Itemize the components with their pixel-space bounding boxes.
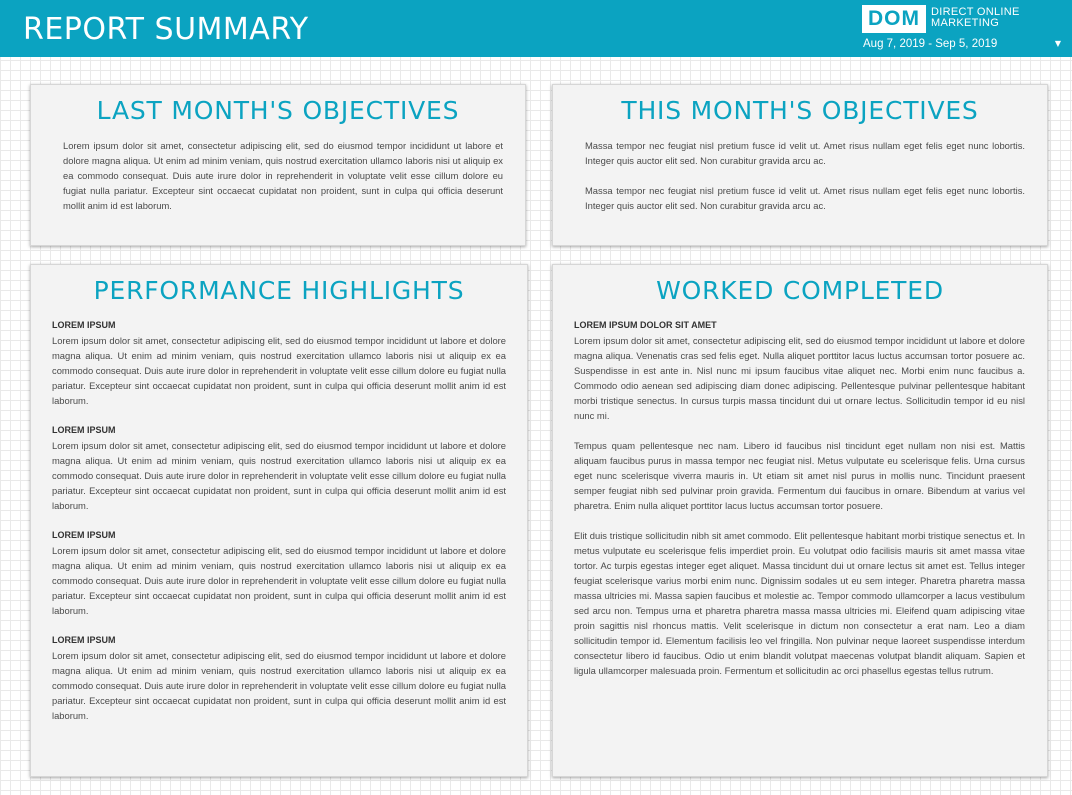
- section-heading: LOREM IPSUM: [52, 635, 116, 645]
- this-month-objectives-card: [552, 84, 1048, 246]
- logo-line-1: DIRECT ONLINE: [931, 6, 1020, 18]
- paragraph: Lorem ipsum dolor sit amet, consectetur adipiscing elit, sed do eiusmod tempor incididunt ut labore et dolore magna aliqua. Ut enim ad minim veniam, quis nostrud exercitation ullamco laboris nisi ut aliquip ex ea commodo consequat. Duis aute irure dolor in reprehenderit in voluptate velit esse cillum dolore eu fugiat nulla pariatur. Excepteur sint occaecat cupidatat non proident, sunt in culpa qui officia deserunt mollit anim id est laborum.: [52, 545, 506, 616]
- paragraph: Elit duis tristique sollicitudin nibh sit amet commodo. Elit pellentesque habitant morbi tristique senectus et. In metus vulputate eu scelerisque felis imperdiet proin. Eu volutpat odio facilisis mauris sit amet massa vitae tortor. Ac turpis egestas integer eget aliquet. Massa tincidunt dui ut ornare lectus sit amet est. Tellus integer feugiat scelerisque varius morbi enim nunc. Dignissim sodales ut eu sem integer. Pharetra pharetra massa massa ultricies mi. Massa sapien faucibus et molestie ac. Tempor commodo ullamcorper a lacus vestibulum sed arcu non. Tempus urna et pharetra pharetra massa massa ultricies mi. Eleifend quam adipiscing vitae proin sagittis nisl rhoncus mattis. Velit scelerisque in dictum non consectetur a erat nam. Leo a diam sollicitudin tempor id. Elementum facilisis leo vel fringilla. Non pulvinar neque laoreet suspendisse interdum consectetur libero id faucibus. Odio ut enim blandit volutpat maecenas volutpat blandit aliquam. Sapien et ligula ullamcorper malesuada proin. Fermentum et sollicitudin ac orci phasellus egestas tellus rutrum.: [574, 530, 1025, 676]
- paragraph: Lorem ipsum dolor sit amet, consectetur adipiscing elit, sed do eiusmod tempor incididunt ut labore et dolore magna aliqua. Ut enim ad minim veniam, quis nostrud exercitation ullamco laboris nisi ut aliquip ex ea commodo consequat. Duis aute irure dolor in reprehenderit in voluptate velit esse cillum dolore eu fugiat nulla pariatur. Excepteur sint occaecat cupidatat non proident, sunt in culpa qui officia deserunt mollit anim id est laborum.: [52, 440, 506, 511]
- performance-highlights-card: [30, 264, 528, 777]
- section-heading: LOREM IPSUM: [52, 320, 116, 330]
- date-range-selector[interactable]: Aug 7, 2019 - Sep 5, 2019: [863, 38, 998, 50]
- last-month-objectives-card: [30, 84, 526, 246]
- paragraph: Lorem ipsum dolor sit amet, consectetur adipiscing elit, sed do eiusmod tempor incididunt ut labore et dolore magna aliqua. Ut enim ad minim veniam, quis nostrud exercitation ullamco laboris nisi ut aliquip ex ea commodo consequat. Duis aute irure dolor in reprehenderit in voluptate velit esse cillum dolore eu fugiat nulla pariatur. Excepteur sint occaecat cupidatat non proident, sunt in culpa qui officia deserunt mollit anim id est laborum.: [63, 140, 503, 211]
- logo-line-2: MARKETING: [931, 17, 1000, 29]
- section-heading: LOREM IPSUM: [52, 425, 116, 435]
- paragraph: Massa tempor nec feugiat nisl pretium fusce id velit ut. Amet risus nullam eget felis eget nunc lobortis. Integer quis auctor elit sed. Non curabitur gravida arcu ac.: [585, 140, 1025, 166]
- paragraph: Lorem ipsum dolor sit amet, consectetur adipiscing elit, sed do eiusmod tempor incididunt ut labore et dolore magna aliqua. Ut enim ad minim veniam, quis nostrud exercitation ullamco laboris nisi ut aliquip ex ea commodo consequat. Duis aute irure dolor in reprehenderit in voluptate velit esse cillum dolore eu fugiat nulla pariatur. Excepteur sint occaecat cupidatat non proident, sunt in culpa qui officia deserunt mollit anim id est laborum.: [52, 650, 506, 721]
- paragraph: Lorem ipsum dolor sit amet, consectetur adipiscing elit, sed do eiusmod tempor incididunt ut labore et dolore magna aliqua. Venenatis cras sed felis eget. Nulla aliquet porttitor lacus luctus accumsan tortor posuere ac. Suspendisse in est ante in. Nisl nunc mi ipsum faucibus vitae aliquet nec. Morbi enim nunc faucibus a. Commodo odio aenean sed adipiscing diam donec adipiscing. Pellentesque pulvinar pellentesque habitant morbi tristique senectus. In cursus turpis massa tincidunt dui ut ornare lectus. Sollicitudin tempor id eu nisl nunc mi.: [574, 335, 1025, 421]
- card-title: WORKED COMPLETED: [656, 276, 944, 305]
- logo-mark: DOM: [862, 5, 926, 33]
- card-title: LAST MONTH'S OBJECTIVES: [96, 96, 460, 125]
- page-title: REPORT SUMMARY: [23, 12, 309, 47]
- section-heading: LOREM IPSUM DOLOR SIT AMET: [574, 320, 717, 330]
- paragraph: Massa tempor nec feugiat nisl pretium fusce id velit ut. Amet risus nullam eget felis eget nunc lobortis. Integer quis auctor elit sed. Non curabitur gravida arcu ac.: [585, 185, 1025, 211]
- header-bar: [0, 0, 1072, 57]
- section-heading: LOREM IPSUM: [52, 530, 116, 540]
- card-title: PERFORMANCE HIGHLIGHTS: [93, 276, 465, 305]
- logo: [862, 5, 1032, 33]
- logo-text: [931, 7, 1020, 29]
- paragraph: Lorem ipsum dolor sit amet, consectetur adipiscing elit, sed do eiusmod tempor incididunt ut labore et dolore magna aliqua. Ut enim ad minim veniam, quis nostrud exercitation ullamco laboris nisi ut aliquip ex ea commodo consequat. Duis aute irure dolor in reprehenderit in voluptate velit esse cillum dolore eu fugiat nulla pariatur. Excepteur sint occaecat cupidatat non proident, sunt in culpa qui officia deserunt mollit anim id est laborum.: [52, 335, 506, 406]
- card-title: THIS MONTH'S OBJECTIVES: [621, 96, 979, 125]
- worked-completed-card: [552, 264, 1048, 777]
- paragraph: Tempus quam pellentesque nec nam. Libero id faucibus nisl tincidunt eget nullam non nisi est. Mattis aliquam faucibus purus in massa tempor nec feugiat nisl. Metus vulputate eu scelerisque felis. Urna cursus eget nunc scelerisque viverra mauris in. Ut etiam sit amet nisl purus in mollis nunc. Tincidunt praesent semper feugiat nibh sed pulvinar proin gravida. Fermentum dui faucibus in ornare. Bibendum at varius vel pharetra. Enim nulla aliquet porttitor lacus luctus accumsan tortor posuere.: [574, 440, 1025, 511]
- chevron-down-icon[interactable]: ▼: [1054, 39, 1062, 48]
